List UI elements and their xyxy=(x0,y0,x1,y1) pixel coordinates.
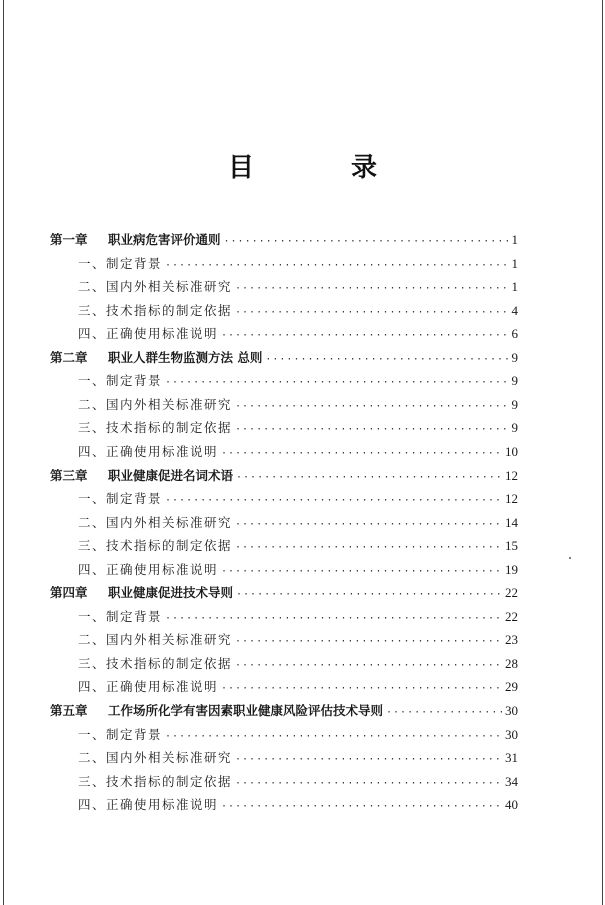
page-title: 目 录 xyxy=(227,153,422,183)
toc-section-entry[interactable] xyxy=(78,536,518,556)
section-title: 二、国内外相关标准研究 xyxy=(78,750,233,766)
toc-section-entry[interactable] xyxy=(78,395,518,415)
page-number: 15 xyxy=(505,538,518,554)
dot-leader xyxy=(165,256,508,276)
dot-leader xyxy=(235,420,508,440)
section-title: 一、制定背景 xyxy=(78,726,163,742)
section-title: 一、制定背景 xyxy=(78,255,163,271)
page-number: 29 xyxy=(505,679,518,695)
page-number: 9 xyxy=(511,373,518,389)
chapter-title: 职业人群生物监测方法 总则 xyxy=(108,349,263,365)
section-title: 二、国内外相关标准研究 xyxy=(78,632,233,648)
toc-section-entry[interactable] xyxy=(78,795,518,815)
dot-leader xyxy=(221,797,502,817)
dot-leader xyxy=(235,656,502,676)
dot-leader xyxy=(235,750,502,770)
dot-leader xyxy=(221,444,502,464)
page-number: 1 xyxy=(511,255,518,271)
page-edge-left xyxy=(3,0,4,905)
chapter-number: 第四章 xyxy=(50,585,88,601)
dot-leader xyxy=(235,538,502,558)
dot-leader xyxy=(165,609,502,629)
toc-section-entry[interactable] xyxy=(78,254,518,274)
toc-section-entry[interactable] xyxy=(78,489,518,509)
dot-leader xyxy=(221,326,508,346)
dot-leader xyxy=(235,515,502,535)
toc-section-entry[interactable] xyxy=(78,301,518,321)
section-title: 四、正确使用标准说明 xyxy=(78,797,219,813)
dot-leader xyxy=(235,279,508,299)
dot-leader xyxy=(386,703,502,723)
page-number: 28 xyxy=(505,655,518,671)
page-number: 23 xyxy=(505,632,518,648)
page-number: 1 xyxy=(511,279,518,295)
dot-leader xyxy=(235,303,508,323)
page-number: 12 xyxy=(505,467,518,483)
page-number: 14 xyxy=(505,514,518,530)
page-number: 30 xyxy=(505,726,518,742)
section-title: 四、正确使用标准说明 xyxy=(78,443,219,459)
dot-leader xyxy=(235,397,508,417)
page-number: 6 xyxy=(511,326,518,342)
section-title: 三、技术指标的制定依据 xyxy=(78,420,233,436)
page-number: 9 xyxy=(511,396,518,412)
toc-section-entry[interactable] xyxy=(78,630,518,650)
dot-leader xyxy=(165,373,508,393)
toc-section-entry[interactable] xyxy=(78,607,518,627)
section-title: 四、正确使用标准说明 xyxy=(78,679,219,695)
page-number: 10 xyxy=(505,443,518,459)
toc-section-entry[interactable] xyxy=(78,418,518,438)
toc-section-entry[interactable] xyxy=(78,677,518,697)
chapter-title: 工作场所化学有害因素职业健康风险评估技术导则 xyxy=(108,703,384,718)
page-number: 22 xyxy=(505,585,518,601)
section-title: 三、技术指标的制定依据 xyxy=(78,302,233,318)
page-number: 19 xyxy=(505,561,518,577)
page-number: 12 xyxy=(505,491,518,507)
chapter-title: 职业健康促进技术导则 xyxy=(108,585,234,601)
section-title: 四、正确使用标准说明 xyxy=(78,326,219,342)
scan-speck xyxy=(569,557,571,559)
dot-leader xyxy=(221,562,502,582)
toc-section-entry[interactable] xyxy=(78,560,518,580)
toc-section-entry[interactable] xyxy=(78,748,518,768)
toc-section-entry[interactable] xyxy=(78,725,518,745)
toc-section-entry[interactable] xyxy=(78,513,518,533)
toc-chapter-entry[interactable] xyxy=(50,701,518,721)
page-number: 34 xyxy=(505,773,518,789)
toc-section-entry[interactable] xyxy=(78,772,518,792)
section-title: 二、国内外相关标准研究 xyxy=(78,514,233,530)
chapter-number: 第五章 xyxy=(50,703,88,718)
page-number: 1 xyxy=(511,232,518,247)
page-number: 40 xyxy=(505,797,518,813)
dot-leader xyxy=(265,350,508,370)
chapter-title: 职业健康促进名词术语 xyxy=(108,467,234,483)
toc-section-entry[interactable] xyxy=(78,442,518,462)
dot-leader xyxy=(165,491,502,511)
toc-section-entry[interactable] xyxy=(78,371,518,391)
page-edge-right xyxy=(602,0,603,905)
section-title: 一、制定背景 xyxy=(78,491,163,507)
toc-section-entry[interactable] xyxy=(78,277,518,297)
toc-chapter-entry[interactable] xyxy=(50,583,518,603)
dot-leader xyxy=(221,679,502,699)
page-number: 31 xyxy=(505,750,518,766)
section-title: 三、技术指标的制定依据 xyxy=(78,773,233,789)
toc-section-entry[interactable] xyxy=(78,654,518,674)
toc-section-entry[interactable] xyxy=(78,324,518,344)
section-title: 二、国内外相关标准研究 xyxy=(78,396,233,412)
page-number: 30 xyxy=(505,703,518,718)
page-number: 4 xyxy=(511,302,518,318)
section-title: 一、制定背景 xyxy=(78,373,163,389)
toc-chapter-entry[interactable] xyxy=(50,230,518,250)
page-number: 22 xyxy=(505,608,518,624)
dot-leader xyxy=(235,632,502,652)
chapter-title: 职业病危害评价通则 xyxy=(108,232,221,247)
dot-leader xyxy=(235,774,502,794)
chapter-number: 第一章 xyxy=(50,232,88,247)
section-title: 三、技术指标的制定依据 xyxy=(78,655,233,671)
section-title: 三、技术指标的制定依据 xyxy=(78,538,233,554)
page-number: 9 xyxy=(511,420,518,436)
toc-chapter-entry[interactable] xyxy=(50,466,518,486)
section-title: 四、正确使用标准说明 xyxy=(78,561,219,577)
section-title: 一、制定背景 xyxy=(78,608,163,624)
dot-leader xyxy=(236,585,502,605)
dot-leader xyxy=(165,727,502,747)
section-title: 二、国内外相关标准研究 xyxy=(78,279,233,295)
chapter-number: 第三章 xyxy=(50,467,88,483)
page-number: 9 xyxy=(511,349,518,365)
dot-leader xyxy=(236,468,502,488)
chapter-number: 第二章 xyxy=(50,349,88,365)
dot-leader xyxy=(224,232,509,252)
toc-chapter-entry[interactable] xyxy=(50,348,518,368)
